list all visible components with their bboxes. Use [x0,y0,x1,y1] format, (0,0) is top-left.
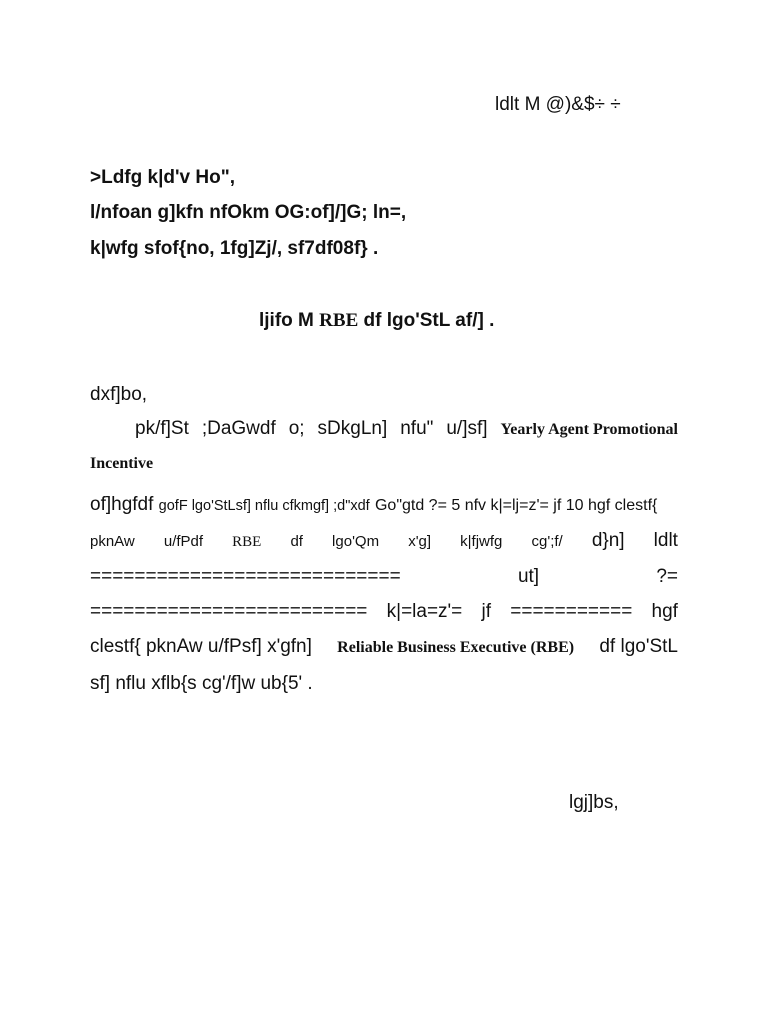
body-word: jf [481,601,492,622]
body-text: Go"gtd ?= 5 nfv k|=lj=z'= jf 10 hgf clestf{ [374,497,658,514]
body-word: u/fPdf [163,533,204,550]
body-word: k|=la=z'= [386,601,463,622]
body-text: gofF lgo'StLsf] nflu cfkmgf] ;d"xdf [158,498,370,514]
body-line-5 [90,566,678,588]
body-word: pknAw [90,533,135,550]
body-line-7 [90,636,678,658]
body-line-1 [135,418,678,440]
subject-acronym: RBE [319,310,359,331]
body-word: ;DaGwdf [201,418,276,439]
body-word: d}n] [591,530,625,551]
body-word: x'g] [408,533,432,550]
body-line-8: sf] nflu xflb{s cg'/f]w ub{5' . [90,673,313,694]
blank-field: =========== [510,601,633,622]
subject-line [259,310,494,332]
letter-date: ldlt M @)&$÷ ÷ [495,94,621,115]
blank-field: ========================= [90,601,368,622]
body-line-4 [90,530,678,552]
body-text: clestf{ pknAw u/fPsf] x'gfn] [90,636,312,657]
body-line-3 [90,494,678,516]
blank-field: ============================ [90,566,401,587]
subject-prefix: ljifo M [259,310,314,331]
body-word: ?= [656,566,678,587]
body-text: df lgo'StL [599,636,678,657]
body-line-6 [90,601,678,623]
recipient-line-1: >Ldfg k|d'v Ho", [90,167,235,188]
body-word: o; [288,418,305,439]
body-text: of]hgfdf [90,494,154,515]
body-word: nfu" [400,418,434,439]
body-word: pk/f]St [135,418,189,439]
english-phrase: Yearly Agent Promotional [500,421,678,438]
body-word: RBE [232,534,262,550]
closing: lgj]bs, [569,792,619,813]
recipient-line-2: l/nfoan g]kfn nfOkm OG:of]/]G; ln=, [90,202,407,223]
body-word: k|fjwfg [460,533,503,550]
body-word: sDkgLn] [317,418,388,439]
body-word: u/]sf] [446,418,488,439]
subject-suffix: df lgo'StL af/] . [363,310,495,331]
body-line-2: Incentive [90,455,154,472]
body-word: ut] [517,566,540,587]
body-word: cg';f/ [531,533,563,550]
body-word: lgo'Qm [332,533,380,550]
body-word: ldlt [653,530,678,551]
recipient-line-3: k|wfg sfof{no, 1fg]Zj/, sf7df08f} . [90,238,379,259]
body-word: df [290,533,303,550]
body-word: hgf [651,601,678,622]
salutation: dxf]bo, [90,384,148,405]
english-phrase: Reliable Business Executive (RBE) [337,639,575,656]
